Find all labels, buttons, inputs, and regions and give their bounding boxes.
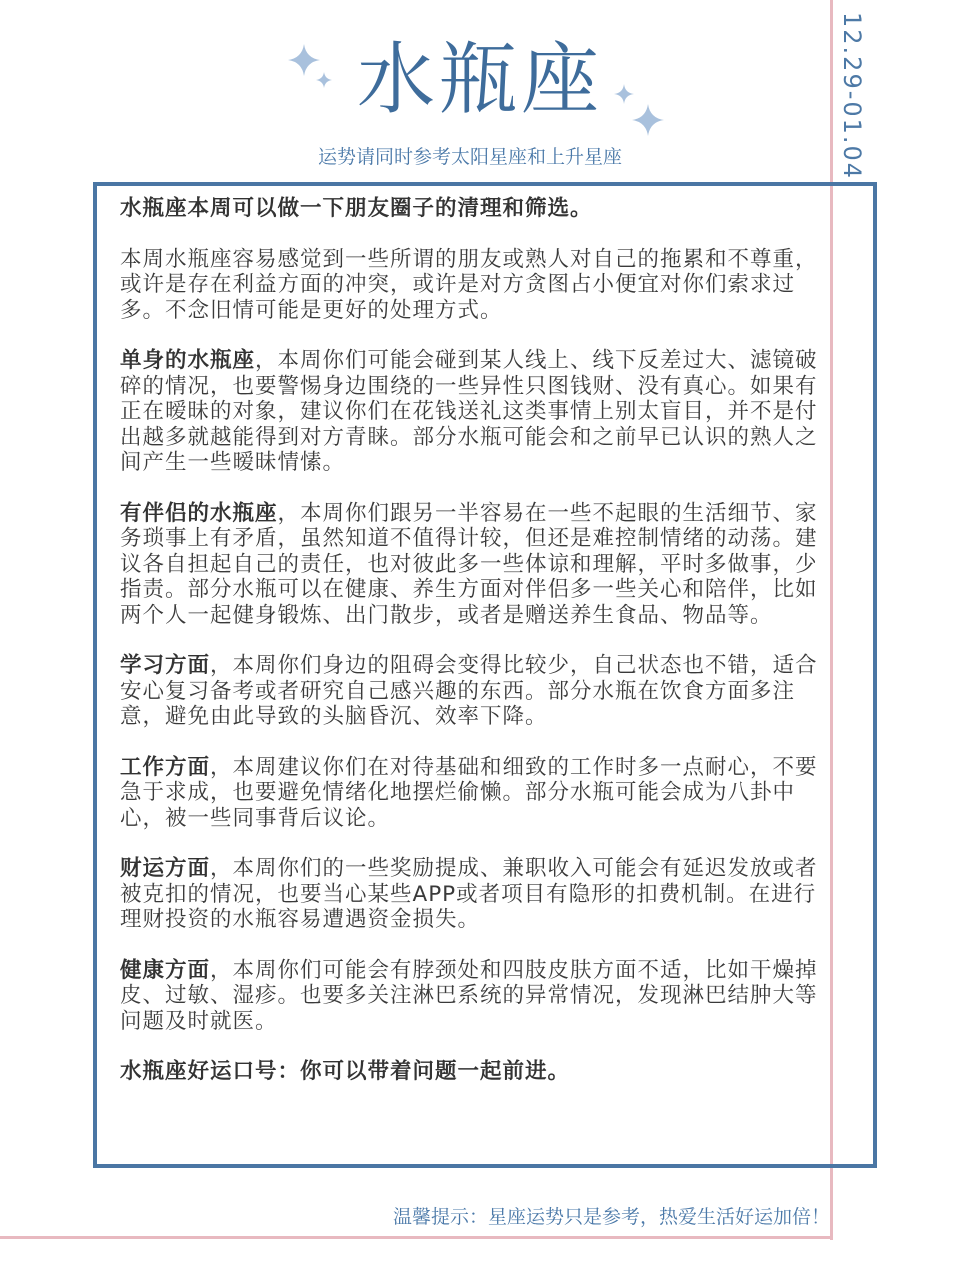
section-text: ，本周你们身边的阻碍会变得比较少，自己状态也不错，适合安心复习备考或者研究自己感兴趣的东西。部分水瓶在饮食方面多注意，避免由此导致的头脑昏沉、效率下降。	[120, 653, 818, 729]
section-partnered	[120, 501, 820, 629]
section-label: 有伴侣的水瓶座	[120, 500, 278, 526]
section-label: 财运方面	[120, 856, 211, 881]
section-label: 单身的水瓶座	[120, 348, 256, 373]
section-study	[120, 653, 820, 730]
section-health	[120, 958, 820, 1035]
section-text: ，本周你们可能会碰到某人线上、线下反差过大、滤镜破碎的情况，也要警惕身边围绕的一些异性只图钱财、没有真心。如果有正在暧昧的对象，建议你们在花钱送礼这类事情上别太盲目，并不是付出越多就越能得到对方青睐。部分水瓶可能会和之前早已认识的熟人之间产生一些暧昧情愫。	[120, 348, 818, 475]
section-text: ，本周建议你们在对待基础和细致的工作时多一点耐心，不要急于求成，也要避免情绪化地摆烂偷懒。部分水瓶可能会成为八卦中心，被一些同事背后议论。	[120, 754, 818, 831]
section-label: 工作方面	[120, 754, 211, 780]
subtitle: 运势请同时参考太阳星座和上升星座	[317, 146, 622, 168]
horoscope-content	[120, 196, 820, 1110]
section-work	[120, 755, 820, 832]
section-finance	[120, 856, 820, 933]
footer-tip: 温馨提示：星座运势只是参考，热爱生活好运加倍！	[392, 1206, 830, 1228]
section-text: ，本周你们的一些奖励提成、兼职收入可能会有延迟发放或者被克扣的情况，也要当心某些APP或者项目有隐形的扣费机制。在进行理财投资的水瓶容易遭遇资金损失。	[120, 856, 818, 932]
section-label: 健康方面	[120, 957, 211, 983]
section-text: ，本周你们可能会有脖颈处和四肢皮肤方面不适，比如干燥掉皮、过敏、湿疹。也要多关注淋巴系统的异常情况，发现淋巴结肿大等问题及时就医。	[120, 957, 818, 1034]
lucky-slogan: 水瓶座好运口号：你可以带着问题一起前进。	[120, 1059, 571, 1084]
page-title: 水瓶座	[356, 35, 603, 125]
date-range: 12.29-01.04	[838, 12, 866, 181]
intro-headline: 水瓶座本周可以做一下朋友圈子的清理和筛选。	[120, 196, 593, 221]
intro-paragraph: 本周水瓶座容易感觉到一些所谓的朋友或熟人对自己的拖累和不尊重，或许是存在利益方面的冲突，或许是对方贪图占小便宜对你们索求过多。不念旧情可能是更好的处理方式。	[120, 246, 818, 323]
section-text: ，本周你们跟另一半容易在一些不起眼的生活细节、家务琐事上有矛盾，虽然知道不值得计较，但还是难控制情绪的动荡。建议各自担起自己的责任，也对彼此多一些体谅和理解，平时多做事，少指责。部分水瓶可以在健康、养生方面对伴侣多一些关心和陪伴，比如两个人一起健身锻炼、出门散步，或者是赠送养生食品、物品等。	[120, 500, 818, 628]
pink-horizontal-line	[0, 1236, 833, 1239]
section-label: 学习方面	[120, 653, 211, 678]
section-single	[120, 348, 820, 476]
